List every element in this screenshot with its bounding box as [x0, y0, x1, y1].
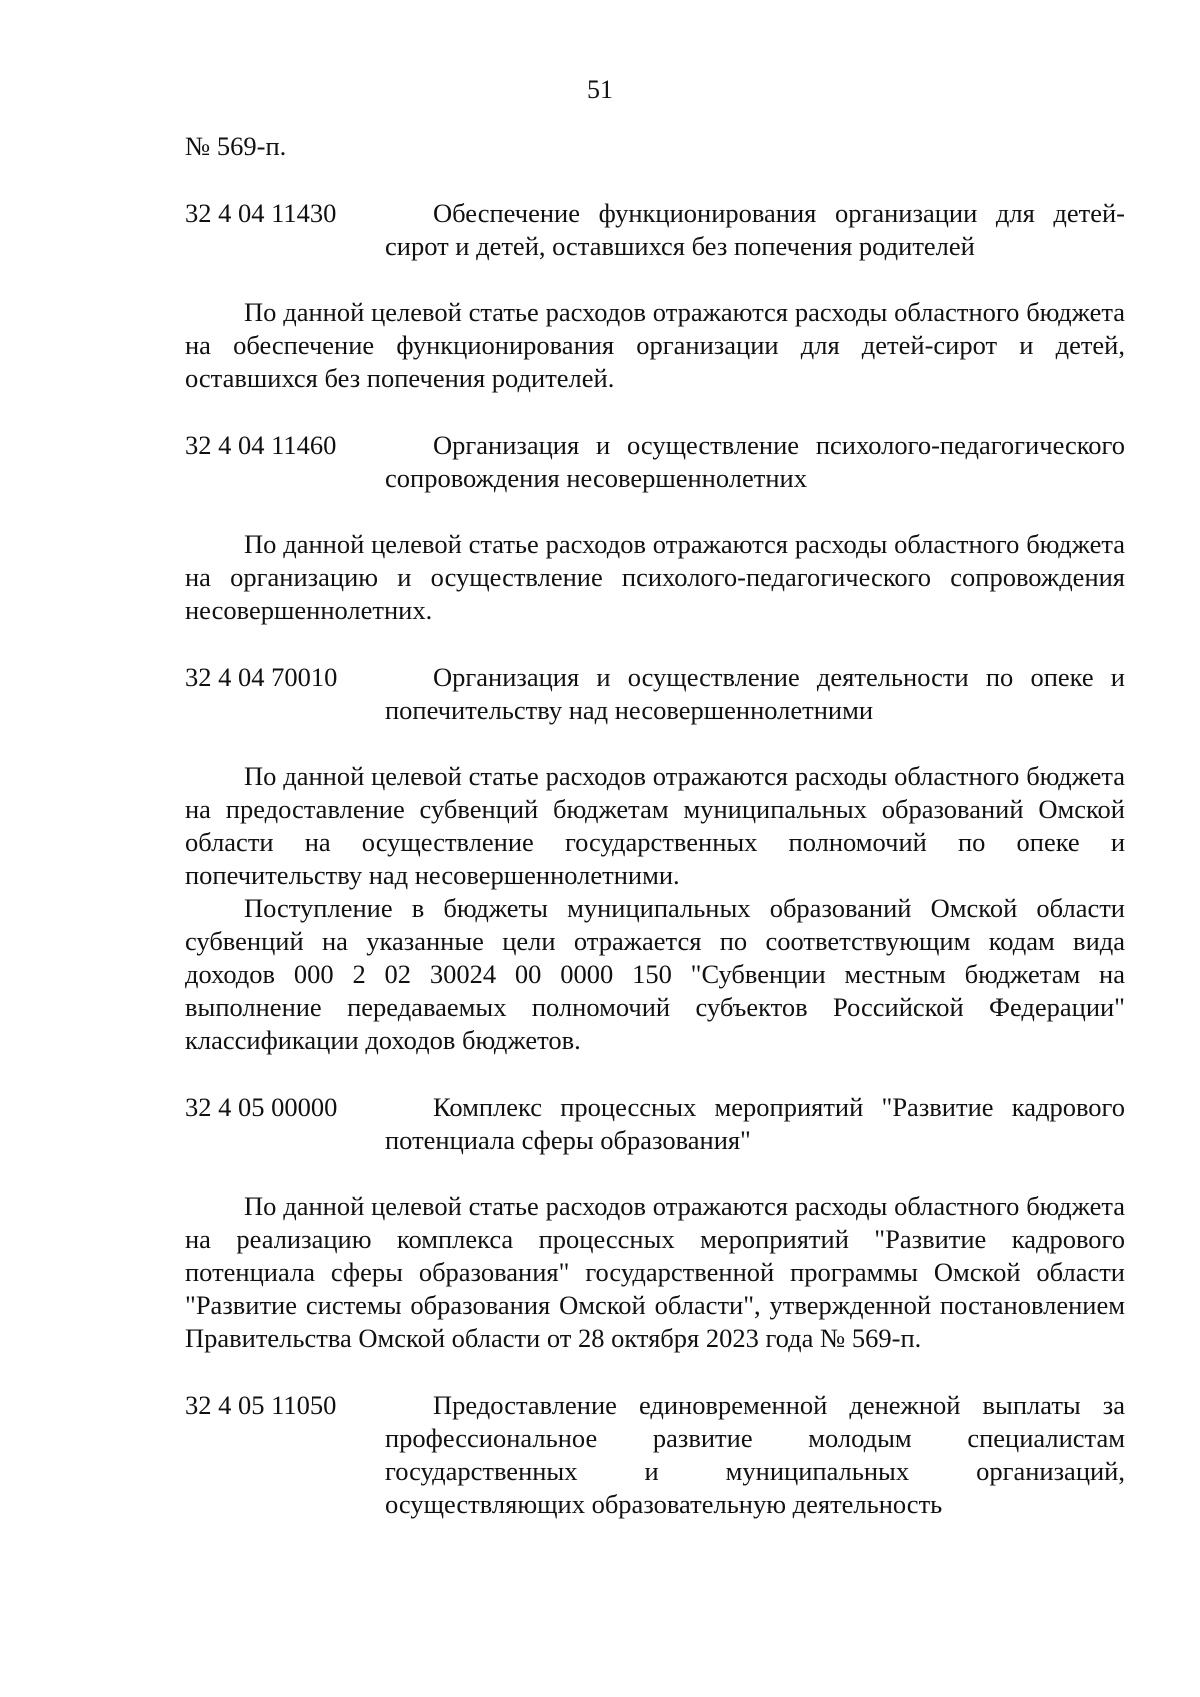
description-paragraph: По данной целевой статье расходов отражаются расходы областного бюджета на организацию и осуществление психолого-педагогического сопровождения несовершеннолетних.	[185, 529, 1125, 625]
budget-item-title: Предоставление единовременной денежной выплаты за профессиональное развитие молодым специалистам государственных и муниципальных организаций, осуществляющих образовательную деятельность	[385, 1390, 1125, 1519]
budget-item-title: Организация и осуществление деятельности по опеке и попечительству над несовершеннолетними	[385, 662, 1125, 725]
budget-code: 32 4 05 11050	[185, 1390, 337, 1420]
description-paragraph: По данной целевой статье расходов отражаются расходы областного бюджета на предоставление субвенций бюджетам муниципальных образований Омской области на осуществление государственных полномочий по опеке и попечительству над несовершеннолетними.	[185, 761, 1125, 890]
description-paragraph: По данной целевой статье расходов отражаются расходы областного бюджета на обеспечение функционирования организации для детей-сирот и детей, оставшихся без попечения родителей.	[185, 297, 1125, 393]
document-body	[185, 130, 1125, 1521]
budget-item-title: Организация и осуществление психолого-педагогического сопровождения несовершеннолетних	[385, 430, 1125, 493]
budget-code: 32 4 04 11430	[185, 198, 337, 228]
budget-code: 32 4 04 11460	[185, 430, 337, 460]
description-paragraph: По данной целевой статье расходов отражаются расходы областного бюджета на реализацию комплекса процессных мероприятий "Развитие кадрового потенциала сферы образования" государственной программы Омской области "Развитие системы образования Омской области", утвержденной постановлением Правительства Омской области от 28 октября 2023 года № 569-п.	[185, 1191, 1125, 1353]
budget-code-entry	[185, 1091, 1125, 1157]
budget-code-entry	[185, 197, 1125, 263]
budget-code: 32 4 05 00000	[185, 1092, 338, 1122]
budget-code-entry	[185, 1389, 1125, 1521]
page-number: 51	[587, 75, 613, 104]
budget-code: 32 4 04 70010	[185, 662, 338, 692]
budget-item-title: Обеспечение функционирования организации для детей-сирот и детей, оставшихся без попечения родителей	[385, 198, 1125, 261]
budget-code-entry	[185, 661, 1125, 727]
budget-code-entry	[185, 429, 1125, 495]
description-paragraph: Поступление в бюджеты муниципальных образований Омской области субвенций на указанные цели отражается по соответствующим кодам вида доходов 000 2 02 30024 00 0000 150 "Субвенции местным бюджетам на выполнение передаваемых полномочий субъектов Российской Федерации" классификации доходов бюджетов.	[185, 893, 1125, 1055]
intro-reference: № 569-п.	[185, 131, 287, 161]
budget-item-title: Комплекс процессных мероприятий "Развитие кадрового потенциала сферы образования"	[385, 1092, 1125, 1155]
